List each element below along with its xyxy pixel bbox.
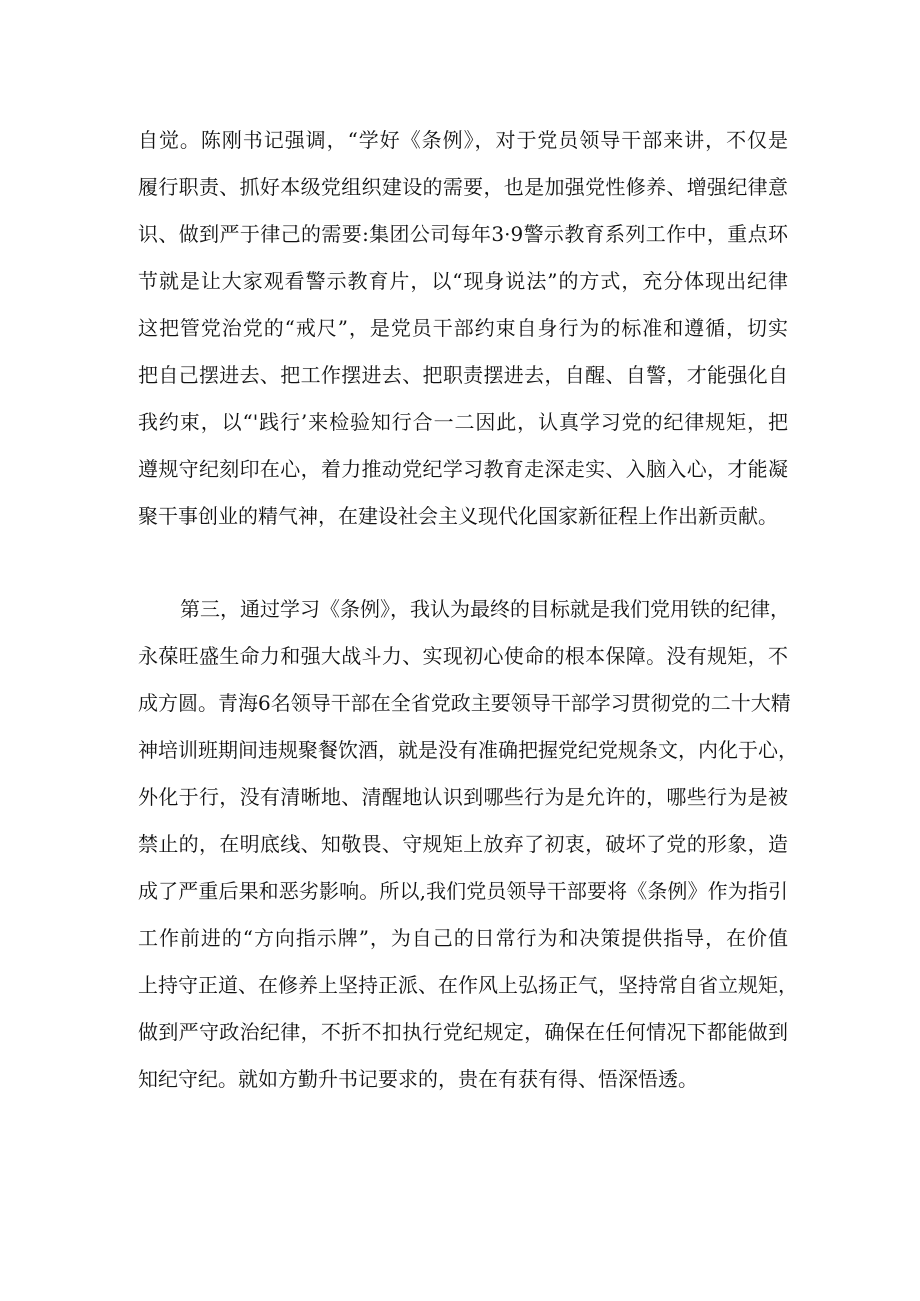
text-line: 永葆旺盛生命力和强大战斗力、实现初心使命的根本保障。没有规矩，不 [138,644,788,668]
text-line: 知纪守纪。就如方勤升书记要求的，贵在有获有得、悟深悟透。 [138,1067,698,1091]
text-line: 做到严守政治纪律，不折不扣执行党纪规定，确保在任何情况下都能做到 [138,1020,788,1044]
text-line: 成方圆。青海6名领导干部在全省党政主要领导干部学习贯彻党的二十大精 [138,691,791,715]
text-line: 识、做到严于律己的需要:集团公司每年3·9警示教育系列工作中，重点环 [138,222,788,246]
text-line: 第三，通过学习《条例》，我认为最终的目标就是我们党用铁的纪律， [180,597,790,621]
text-line: 上持守正道、在修养上坚持正派、在作风上弘扬正气，坚持常自省立规矩， [138,973,798,997]
text-line: 这把管党治党的“戒尺”，是党员干部约束自身行为的标准和遵循，切实 [138,316,788,340]
text-line: 把自己摆进去、把工作摆进去、把职责摆进去，自醒、自警，才能强化自 [138,363,788,387]
text-line: 神培训班期间违规聚餐饮酒，就是没有准确把握党纪党规条文，内化于心， [138,738,798,762]
text-line: 工作前进的“方向指示牌”，为自己的日常行为和决策提供指导，在价值 [138,926,788,950]
text-line: 节就是让大家观看警示教育片，以“现身说法”的方式，充分体现出纪律 [138,269,788,293]
text-line: 聚干事创业的精气神，在建设社会主义现代化国家新征程上作出新贡献。 [138,504,778,528]
text-line: 自觉。陈刚书记强调，“学好《条例》，对于党员领导干部来讲，不仅是 [138,128,788,152]
text-line: 外化于行，没有清晰地、清醒地认识到哪些行为是允许的，哪些行为是被 [138,785,788,809]
text-line: 遵规守纪刻印在心，着力推动党纪学习教育走深走实、入脑入心，才能凝 [138,457,788,481]
text-line: 我约束，以“'践行’来检验知行合一二因此，认真学习党的纪律规矩，把 [138,410,788,434]
text-line: 成了严重后果和恶劣影响。所以,我们党员领导干部要将《条例》作为指引 [138,879,788,903]
text-line: 禁止的，在明底线、知敬畏、守规矩上放弃了初衷，破坏了党的形象，造 [138,832,788,856]
paragraph-1 [138,117,788,540]
paragraph-2 [138,586,798,1103]
text-line: 履行职责、抓好本级党组织建设的需要，也是加强党性修养、增强纪律意 [138,175,788,199]
